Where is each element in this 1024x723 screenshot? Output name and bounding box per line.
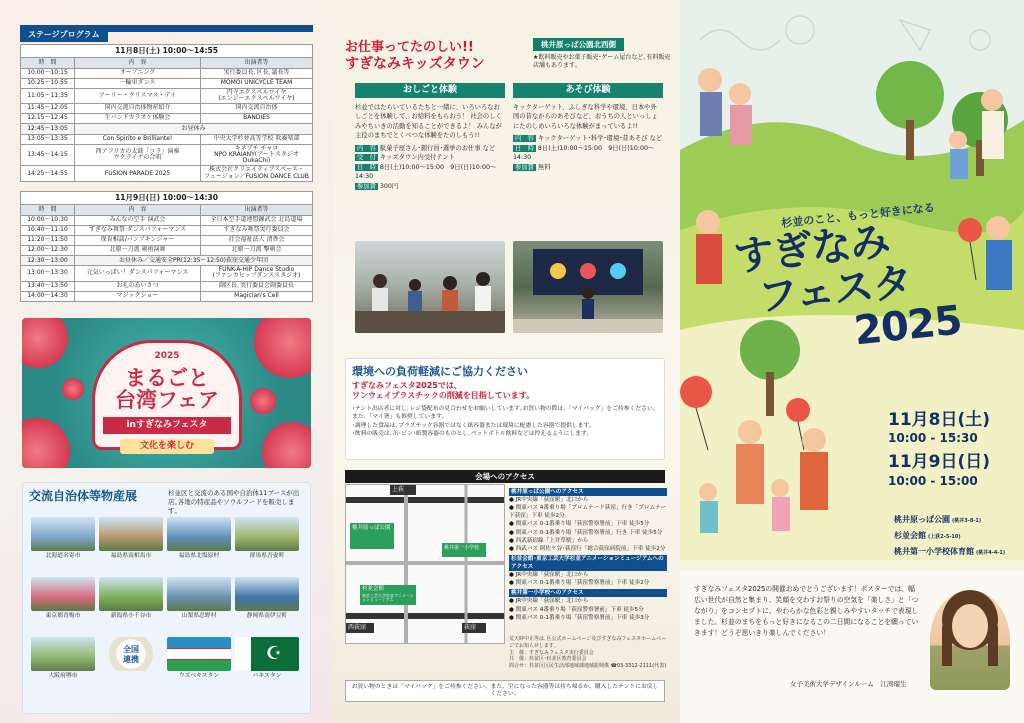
row-time: 12:15～12:45 [21,114,75,124]
row-time: 10:40～11:10 [21,225,75,235]
tokusan-title: 交流自治体等物産展 [29,489,138,503]
row-time: 10:00～10:30 [21,215,75,225]
row-org: すぎなみ舞祭実行委員会 [201,225,313,235]
col-content: 内 容 [75,205,201,216]
row-content: お礼のあいさつ [75,281,201,291]
kids-title [345,40,485,74]
cover-subtitle: 杉並のこと、もっと好きになる [780,200,936,231]
venue-name: 杉並会館 [894,531,926,540]
row-time: 13:40～13:50 [21,281,75,291]
row-content: すぎなみ舞祭 ダンスパフォーマンス [75,225,201,235]
schedule-row [21,215,313,225]
designer-signature: 女子美術大学デザインルーム 江渕瑠生 [790,680,907,688]
cover-venues [894,512,1005,560]
row-content: オープニング [75,68,201,78]
tokusan-photo [31,577,95,611]
venue-address: (桃井3-8-1) [952,518,982,524]
map-label-station: 荻窪 [464,624,477,631]
tokusan-caption: 新潟県小千谷市 [110,613,152,619]
tokusan-caption: 東京都青梅市 [45,613,81,619]
designer-message: すぎなみフェスタ2025の開催おめでとうございます！ポスターでは、幅広い世代が自然と集まり、笑顔を交わすお祭りの空気を「楽しさ」と「つながり」をコンセプトに、やわらかな色彩と親しみやすいタッチで表現しました。杉並のまちをもっと好きになるこの二日間になることを願っていきます！どうぞ思いきり楽しんでください！ [694,585,919,637]
schedule-row [21,291,313,301]
row-time: 11:20～11:50 [21,235,75,245]
row-time: 13:45～14:15 [21,144,75,166]
row-time: 11:05～11:35 [21,88,75,104]
tokusan-item [167,637,231,680]
row-content: 一輪車ダンス [75,78,201,88]
row-content: 生バンドカラオケ体験会 [75,114,201,124]
tokusan-caption: 群馬県吾妻町 [249,553,285,559]
tokusan-item [167,517,231,560]
tokusan-photo [235,577,299,611]
detail-label: 内 容 [515,135,534,143]
schedule-header: ステージプログラム [20,28,108,42]
map-label-park: 桃井原っぱ公園 [352,525,391,531]
schedule-panel [0,0,333,723]
tokusan-caption: パキスタン [252,673,282,679]
flower-decoration [254,318,311,378]
row-org: 国内交流自治体 [201,104,313,114]
detail-value: 駄菓子屋さん･銀行員･選挙のお仕事 など [379,144,496,152]
detail-value: 8日(土)10:00～15:00 9日(日)10:00～14:30 [513,144,655,162]
kids-title-line2: すぎなみキッズタウン [345,56,485,73]
eco-sub [352,381,658,401]
taiwan-fair-banner [22,318,311,468]
map-label-north: 上荻 [392,486,405,493]
taiwan-in-label: inすぎなみフェスタ [103,417,231,434]
row-time: 10:25～10:55 [21,78,75,88]
schedule-row [21,255,313,266]
row-time: 13:05～13:35 [21,134,75,144]
row-org: キネブチ チャロ NPO KRAIANY(アートスタジオDukaChi) [201,144,313,166]
access-header: 会場へのアクセス [345,470,665,483]
access-route: ● 関東バス 4番乗り場「荻窪警察署前」下車 徒歩5分 [509,606,644,613]
schedule-row [21,245,313,255]
row-content: FUSION PARADE 2025 [75,166,201,182]
day2-title: 11月9日(日) 10:00～14:30 [21,192,313,205]
tokusan-item [235,517,299,560]
eco-bullet: ･テント出店者に対し､レジ袋配布の見合わせをお願いしています｡お買い物の際は､「マイバッグ」をご持参ください｡また､「マイ箸」も推奨しています｡ [352,405,656,421]
row-time: 12:45～13:05 [21,124,75,135]
designer-photo [930,590,1010,690]
schedule-day2-table [20,191,313,302]
row-org: 実行委員長､区長､議長等 [201,68,313,78]
tokusan-item [99,577,163,620]
row-time: 13:00～13:30 [21,266,75,282]
tokusan-section [22,482,311,714]
access-route: ● JR中央線「荻窪駅」北口から [509,598,589,605]
row-content: 元気いっぱい！ダンスパフォーマンス [75,266,201,282]
asobi-body [513,103,663,172]
row-content: 保育相談/パンプキンジャー [75,235,201,245]
row-time: 14:25～14:55 [21,166,75,182]
detail-label: 受 付 [357,154,376,162]
schedule-row [21,144,313,166]
map-drawing [346,485,505,644]
tokusan-photo [99,517,163,551]
taiwan-fair-card [92,340,242,450]
venue-name: 桃井第一小学校体育館 [894,547,974,556]
eco-sub-line1: すぎなみフェスタ2025では、 [352,380,462,390]
schedule-row [21,114,313,124]
detail-label: 参加費 [357,182,376,190]
row-content: お昼休み／交通安全PR(12:35～12:50)荻窪交通少年団 [75,255,313,266]
row-org: MOMOI UNICYCLE TEAM [201,78,313,88]
eco-body [352,405,658,439]
time-day1: 10:00 - 15:30 [888,431,978,446]
venue-address: (上荻2-5-10) [928,534,961,540]
tokusan-caption: 山梨県忍野村 [181,613,217,619]
day1-title: 11月8日(土) 10:00～14:55 [21,45,313,58]
cover-title [732,214,964,366]
row-org: BANDIES [201,114,313,124]
tokusan-photo [167,637,231,671]
asobi-head: あそび体験 [513,83,663,98]
row-org: 全日本空手道連盟錬武会 北島道場 [201,215,313,225]
mybag-note: お買い物のときは「マイバッグ」をご持参ください。また、空になった容器等は持ち帰るか、購入したテントにお戻しください。 [345,680,665,702]
access-route: ● 西武バス 阿佐ケ谷･荻窪行「総合荻窪病院前」下車 徒歩2分 [509,545,666,552]
tokusan-item [235,577,299,620]
map-label-west: 西荻窪 [348,624,367,631]
map-label-suginami: 杉並会館 [362,586,385,592]
asobi-detail [513,134,663,143]
flower-decoration [22,418,70,468]
flower-decoration [62,378,84,400]
taiwan-sub: 文化を楽しむ [120,439,214,454]
venue-address: (桃井4-4-1) [976,550,1006,556]
detail-value: キッズタウン内受付テント [379,154,456,162]
cover-title-line2: フェスタ [756,259,914,322]
row-content: マジックショー [75,291,201,301]
tokusan-photo: ☪ [235,637,299,671]
tokusan-caption: 福島県北塩原村 [178,553,220,559]
access-route: ● JR中央線「荻窪駅」北口から [509,572,589,579]
oshigoto-detail [355,153,505,162]
access-group-title: 桃井第一小学校へのアクセス [509,589,667,597]
col-time: 時 間 [21,205,75,216]
taiwan-year: 2025 [154,351,180,361]
col-org: 出演者等 [201,58,313,69]
kids-title-line1: お仕事ってたのしい!! [345,40,474,55]
row-content: アーリー・クリスマス・デイ [75,88,201,104]
eco-title: 環境への負荷軽減にご協力ください [352,365,528,378]
access-route: ● 関東バス 0-1番乗り場「荻窪警察署前」下車 徒歩5分 [509,521,650,528]
day1-rows [21,68,313,182]
detail-label: 日 時 [357,163,376,171]
row-org: 株式会社クリエイティブスペース・ フュージョン／FUSION DANCE CLUB [201,166,313,182]
tokusan-caption: 静岡県南伊豆町 [246,613,288,619]
row-content: 北原一刀流 剣術演舞 [75,245,201,255]
taiwan-title-line2: 台湾フェア [115,388,219,413]
eco-sub-line2: ワンウェイプラスチックの削減を目指しています。 [352,390,535,400]
eco-bullet: ･調理した食品は､プラスチック容器ではなく紙容器または環境に配慮した容器で提供します｡ [352,422,593,429]
col-time: 時 間 [21,58,75,69]
detail-label: 日 時 [515,144,534,152]
row-org: FUNK-A-HIP Dance Studio (ファンカヒップダンススタジオ) [201,266,313,282]
tokusan-caption: 福島県南相馬市 [110,553,152,559]
cover-dates [888,410,990,495]
detail-label: 内 容 [357,144,376,152]
asobi-detail [513,144,663,163]
row-time: 10:00～10:15 [21,68,75,78]
footer-line: 共 催：杉並区･杉並区教育委員会 [509,656,587,663]
access-route: ● 西武新宿線「上井草駅」から [509,537,589,544]
venue [894,528,1005,544]
schedule-row [21,68,313,78]
oshigoto-head: おしごと体験 [355,83,505,98]
row-org: Magician's Cell [201,291,313,301]
row-org: 副区長､実行委員会副委員長 [201,281,313,291]
col-content: 内 容 [75,58,201,69]
row-time: 12:00～12:30 [21,245,75,255]
row-content: 国内交流自治体物産紹介 [75,104,201,114]
detail-value: 無料 [537,163,551,171]
date-day1: 11月8日(土) [888,410,991,430]
taiwan-title [95,367,239,411]
tokusan-caption: 大阪府堺市 [48,673,78,679]
venue-name: 桃井原っぱ公園 [894,515,950,524]
detail-value: キックターゲット･科学･環境･昔あそび など [537,135,663,143]
cover-title-line1: すぎなみ [731,218,892,281]
row-content: 西アフリカの太鼓「コラ」演奏 ウクライナの合唱 [75,144,201,166]
oshigoto-photo [355,241,505,333]
tokusan-item [31,637,95,680]
access-map [345,484,505,644]
tokusan-photo [167,517,231,551]
schedule-row [21,104,313,114]
footer-line: 荒天時中止等は､区公式ホームページ及びすぎなみフェスタホームページでお知らせします｡ [509,636,667,649]
schedule-row [21,124,313,135]
venue [894,544,1005,560]
oshigoto-text: 杉並ではたらいているたちと一緒に、いろいろなおしごとを体験して、お給料をもらおう！ 社会のしくみやちいきの活動を知ることができるよ！ みんなが主役のまちでとくべつな体験をたのしもう!! [355,104,502,140]
kids-town-panel [333,0,680,723]
access-route: ● 関東バス 0-1番乗り場「荻窪警察署前」下車 徒歩2分 [509,580,650,587]
row-org: 北原一刀流 撃剣会 [201,245,313,255]
schedule-row [21,134,313,144]
day2-rows [21,215,313,301]
schedule-row [21,235,313,245]
tokusan-desc: 杉並区と交流のある国や自治体11ブースが出店｡各地の特産品やソウルフードを販売します｡ [168,489,300,515]
detail-value: 300円 [379,182,399,190]
venue [894,512,1005,528]
tokusan-photo [31,517,95,551]
kids-note: ★飲料販売やお菓子販売･ゲーム屋台など､有料販売店舗もあります｡ [533,54,671,70]
access-route: ● 関東バス 4番乗り場「プロムナード荻窪」行き「プロムナード荻窪」下車 徒歩2分 [509,505,667,520]
row-content: Con Spirito e Brilliante! [75,134,201,144]
footer-line: 問合せ：杉並区区民生活部地域課地域振興係 ☎03-3312-2111(代表) [509,663,667,669]
row-org: 中央大学杉並高等学校 吹奏楽部 [201,134,313,144]
flower-decoration [250,388,276,414]
taiwan-title-line1: まるごと [125,366,209,390]
tokusan-item [99,517,163,560]
tokusan-item [31,517,95,560]
flower-decoration [262,422,311,468]
detail-value: 8日(土)10:00～15:00 9日(日)10:00～14:30 [355,163,497,181]
oshigoto-body [355,103,505,191]
tokusan-photo [235,517,299,551]
access-route: ● 関東バス 0-1番乗り場「荻窪警察署前」行き 下車 徒歩5分 [509,529,663,536]
map-label-school: 桃井第一小学校 [444,545,480,551]
tokusan-item [99,637,163,673]
row-time: 11:45～12:05 [21,104,75,114]
access-group-title: 桃井原っぱ公園へのアクセス [509,488,667,496]
cover-year: 2025 [852,297,964,355]
oshigoto-detail [355,144,505,153]
designer-portrait [930,590,1010,690]
access-list [509,486,667,622]
access-group-title: 杉並会館･東京工芸大学杉並アニメーションミュージアムへのアクセス [509,555,667,571]
tokusan-item [167,577,231,620]
oshigoto-detail [355,163,505,182]
schedule-row [21,281,313,291]
schedule-row [21,266,313,282]
footer-line: 主 催：すぎなみフェスタ実行委員会 [509,649,594,656]
time-day2: 10:00 - 15:00 [888,473,978,488]
row-time: 12:30～13:00 [21,255,75,266]
tokusan-item [235,637,299,680]
access-route: ● 関東バス 0-1番乗り場「荻窪警察署前」下車 徒歩3分 [509,614,650,621]
detail-label: 参加費 [515,163,534,171]
date-day2: 11月9日(日) [888,452,991,473]
tokusan-caption: 北海道名寄市 [45,553,81,559]
row-content: みんなの空手 演武会 [75,215,201,225]
tokusan-item [31,577,95,620]
oshigoto-detail [355,182,505,191]
schedule-row [21,225,313,235]
asobi-photo [513,241,663,333]
row-content: お昼休み [75,124,313,135]
eco-bullet: ･飲料の販売は､缶･ビン･紙製容器のものとし､ペットボトル飲料などは控えるようにします｡ [352,430,590,437]
kids-location: 桃井原っぱ公園北西側 [533,38,624,51]
row-org: 円寺エクスペルワイヤ (エンジーエクスペルワイヤ) [201,88,313,104]
people-illustration [355,241,505,333]
asobi-detail [513,163,663,172]
tokusan-photo [167,577,231,611]
tokusan-photo [99,577,163,611]
col-org: 出演者等 [201,205,313,216]
schedule-day1-table [20,44,313,182]
access-footer [509,636,667,670]
tokusan-photo: 全国 連携 [99,637,163,671]
access-route: ● JR中央線「荻窪駅」北口から [509,497,589,504]
asobi-text: キックターゲット、ふしぎな科学や環境、日本や外国の昔なからのあそびなど、おうちの人といっしょにたのしめいろいろな体験がまっているよ!! [513,104,658,130]
tokusan-caption: ウズベキスタン [178,673,220,679]
kick-target-illustration [513,241,663,333]
map-label-suginami-sub: 東京工芸大学杉並アニメーションミュージアム [362,593,414,603]
row-org: 社会福祉法人 清香会 [201,235,313,245]
tokusan-photo [31,637,95,671]
flower-decoration [22,318,68,368]
cover-panel [680,0,1024,723]
row-time: 14:00～14:30 [21,291,75,301]
schedule-row [21,78,313,88]
schedule-row [21,88,313,104]
schedule-row [21,166,313,182]
eco-section [345,358,665,460]
